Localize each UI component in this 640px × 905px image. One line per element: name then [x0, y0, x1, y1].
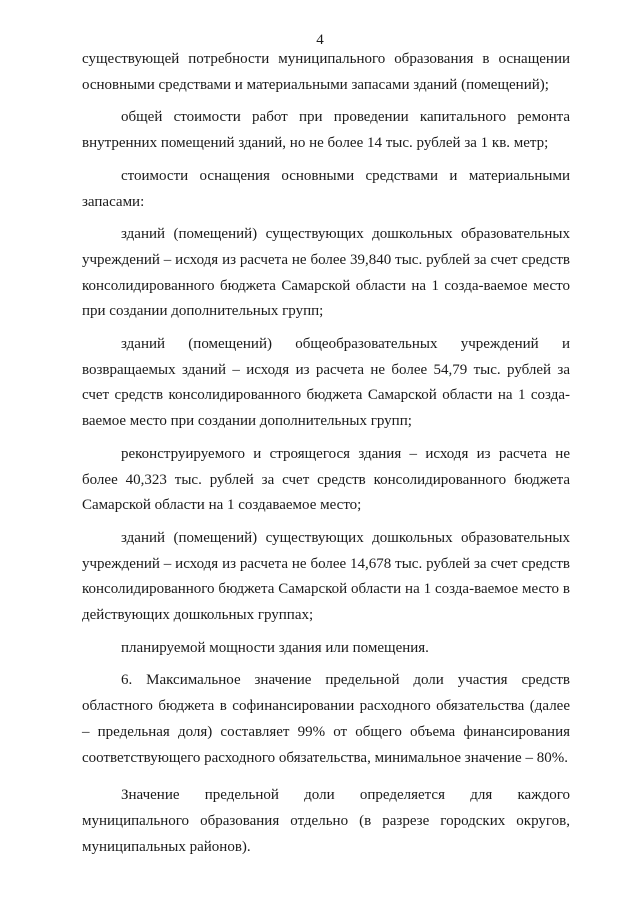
paragraph-repair-cost: общей стоимости работ при проведении капитального ремонта внутренних помещений зданий, но не более 14 тыс. рублей за 1 кв. метр; [82, 109, 570, 152]
paragraph-reconstructed-buildings: реконструируемого и строящегося здания – исходя из расчета не более 40,323 тыс. рублей за счет средств консолидированного бюджета Самарской области на 1 создаваемое место; [82, 445, 570, 514]
paragraph-equipment-cost: стоимости оснащения основными средствами и материальными запасами: [82, 167, 570, 210]
paragraph-max-share: 6. Максимальное значение предельной доли участия средств областного бюджета в софинансировании расходного обязательства (далее – предельная доля) составляет 99% от общего объема финансирования соответствующего расходного обязательства, минимальное значение – 80%. [82, 672, 570, 766]
paragraph-preschool-existing-groups: зданий (помещений) существующих дошкольных образовательных учреждений – исходя из расчета не более 14,678 тыс. рублей за счет средств консолидированного бюджета Самарской области на 1 созда-ваемое место в действующих дошкольных группах; [82, 529, 570, 624]
paragraph-planned-capacity: планируемой мощности здания или помещения. [121, 639, 429, 656]
paragraph-continuation-needs: существующей потребности муниципального образования в оснащении основными средствами и материальными запасами зданий (помещений); [82, 51, 570, 93]
document-body [82, 47, 570, 867]
page-number: 4 [316, 32, 324, 48]
paragraph-general-schools: зданий (помещений) общеобразовательных учреждений и возвращаемых зданий – исходя из расчета не более 54,79 тыс. рублей за счет средств консолидированного бюджета Самарской области на 1 созда-ваемое место при создании дополнительных групп; [82, 336, 570, 430]
paragraph-share-determination: Значение предельной доли определяется для каждого муниципального образования отдельно (в разрезе городских округов, муниципальных районов). [82, 787, 570, 855]
paragraph-preschool-new-groups: зданий (помещений) существующих дошкольных образовательных учреждений – исходя из расчета не более 39,840 тыс. рублей за счет средств консолидированного бюджета Самарской области на 1 созда-ваемое место при создании дополнительных групп; [82, 226, 570, 320]
